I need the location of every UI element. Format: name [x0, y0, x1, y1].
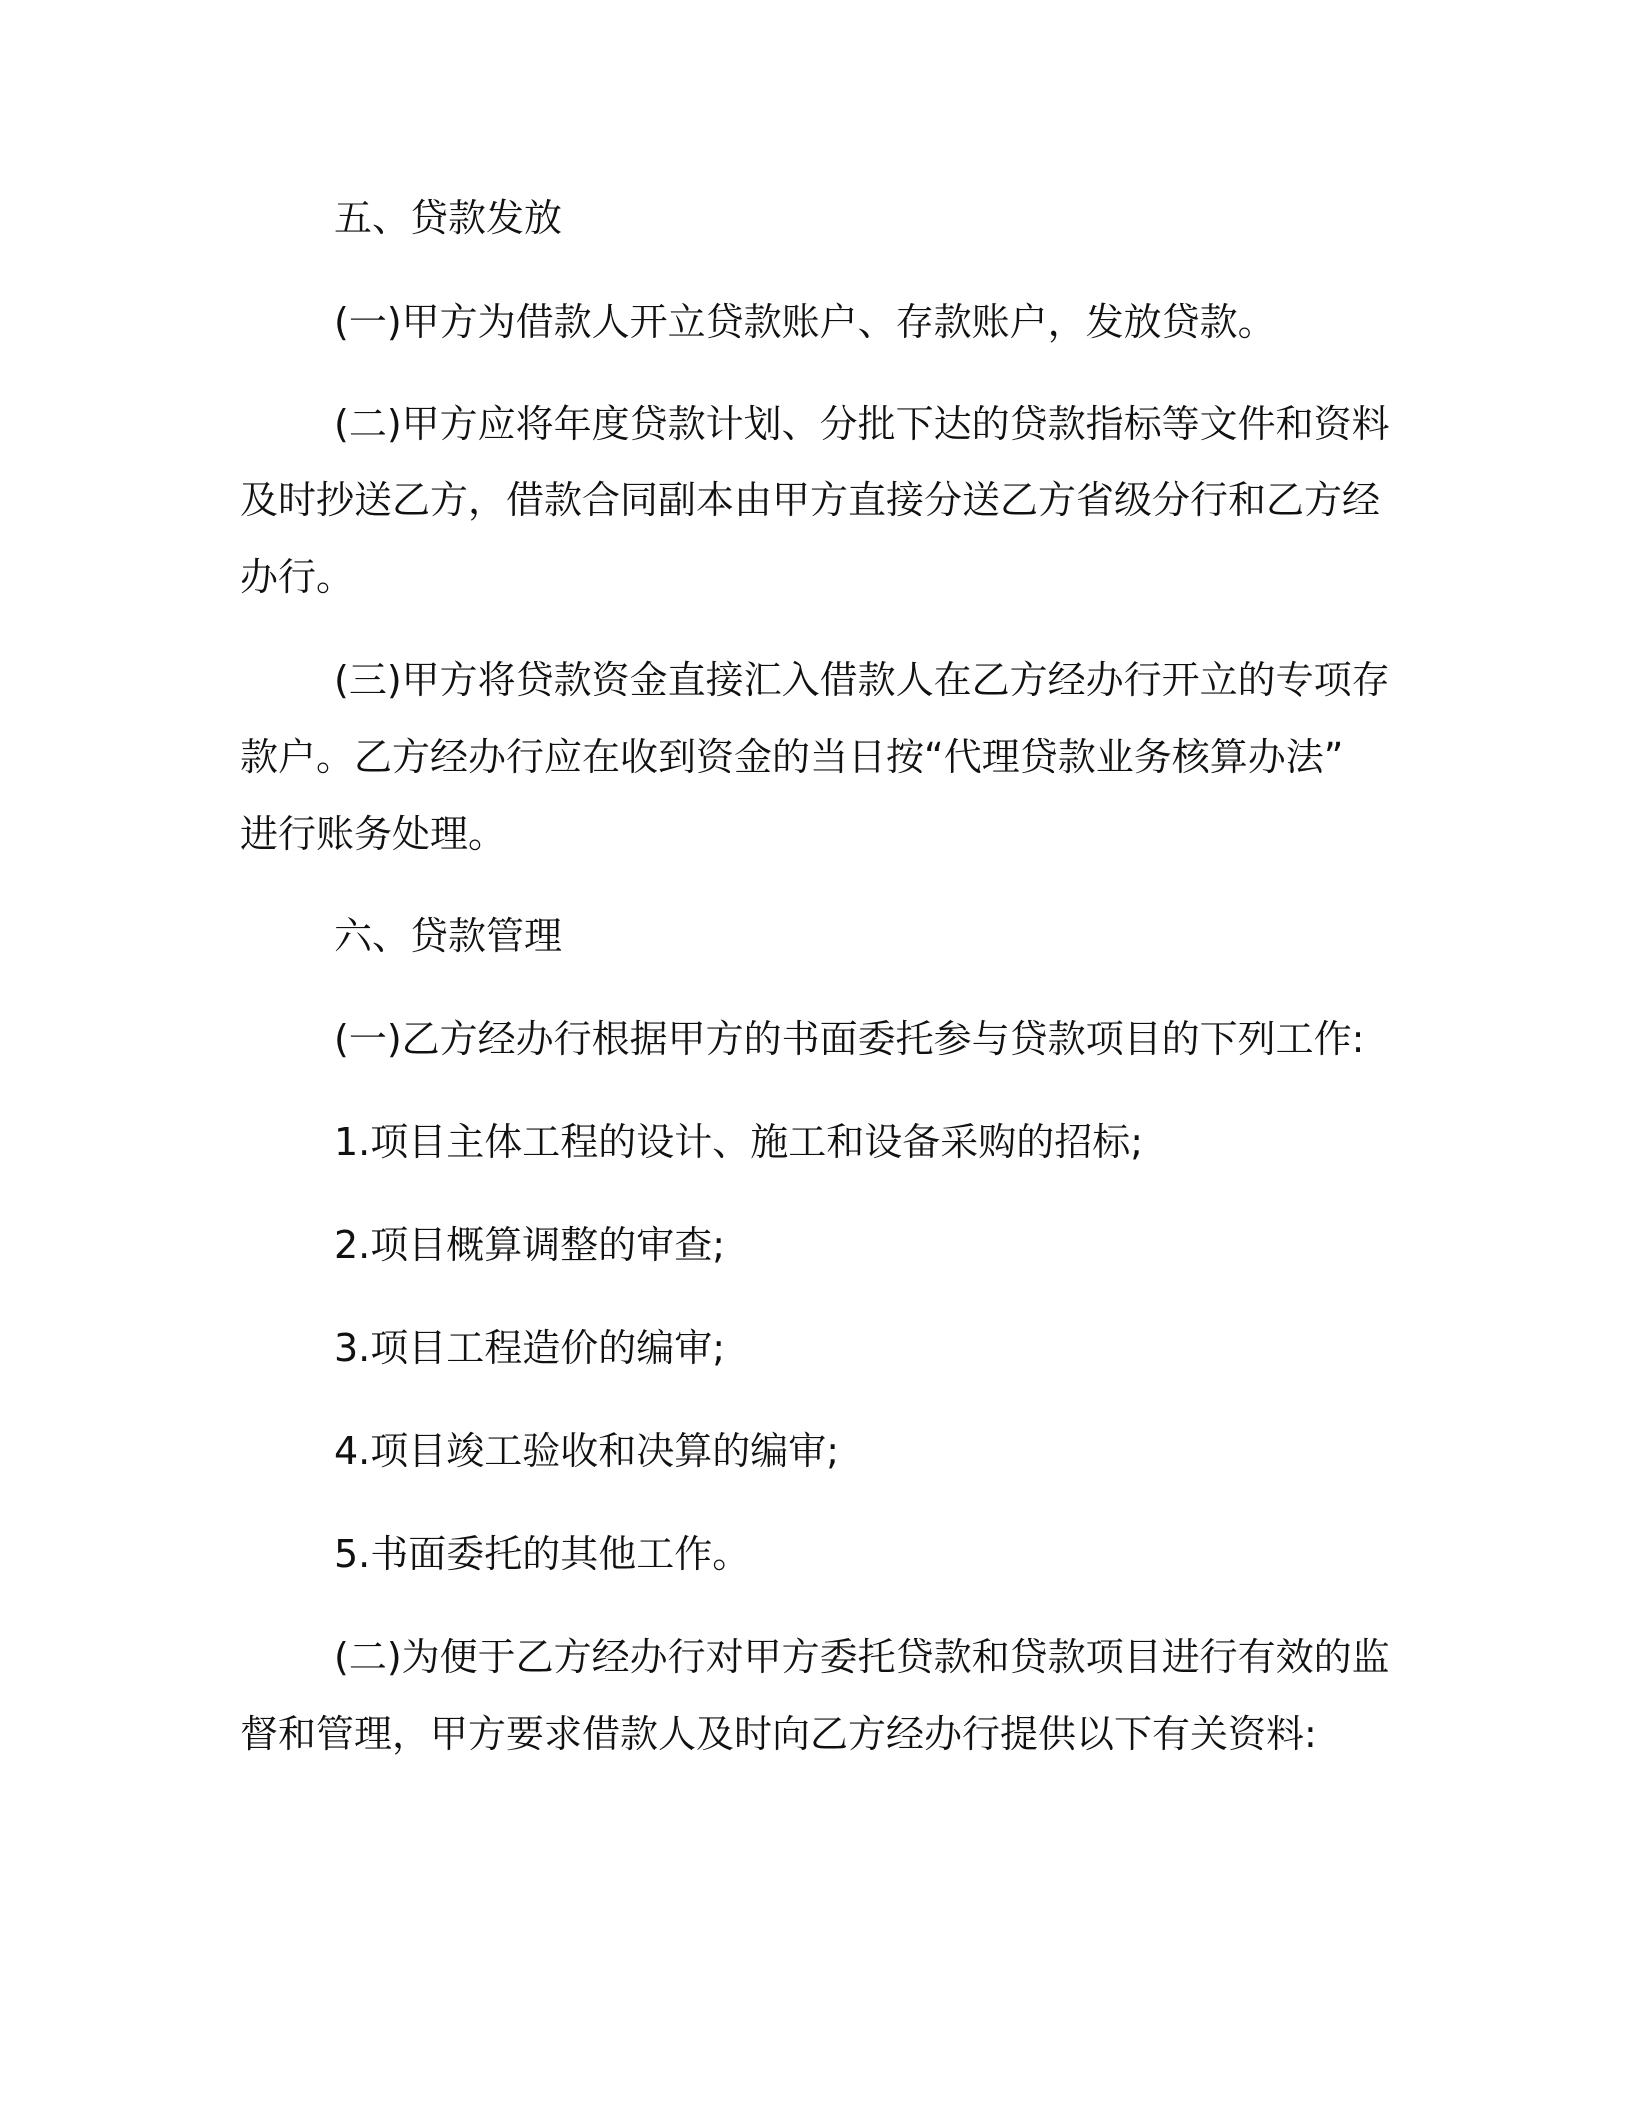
section-heading-loan-management: 六、贷款管理: [334, 914, 563, 958]
list-item: 4.项目竣工验收和决算的编审;: [334, 1429, 840, 1473]
list-item: 2.项目概算调整的审查;: [334, 1223, 726, 1267]
paragraph-line: (一)乙方经办行根据甲方的书面委托参与贷款项目的下列工作:: [334, 1017, 1365, 1061]
paragraph-line: (一)甲方为借款人开立贷款账户、存款账户，发放贷款。: [334, 300, 1276, 344]
paragraph-line: 办行。: [240, 555, 355, 599]
list-item: 3.项目工程造价的编审;: [334, 1326, 726, 1370]
section-heading-loan-disbursement: 五、贷款发放: [334, 196, 563, 240]
paragraph-line: 及时抄送乙方，借款合同副本由甲方直接分送乙方省级分行和乙方经: [240, 478, 1381, 522]
paragraph-line: 款户。乙方经办行应在收到资金的当日按“代理贷款业务核算办法”: [240, 735, 1344, 779]
paragraph-line: 进行账务处理。: [240, 812, 507, 856]
paragraph-line: (二)甲方应将年度贷款计划、分批下达的贷款指标等文件和资料: [334, 402, 1390, 446]
paragraph-line: (二)为便于乙方经办行对甲方委托贷款和贷款项目进行有效的监: [334, 1635, 1390, 1679]
list-item: 5.书面委托的其他工作。: [334, 1532, 751, 1576]
paragraph-line: (三)甲方将贷款资金直接汇入借款人在乙方经办行开立的专项存: [334, 658, 1390, 702]
paragraph-line: 督和管理，甲方要求借款人及时向乙方经办行提供以下有关资料:: [240, 1712, 1317, 1756]
list-item: 1.项目主体工程的设计、施工和设备采购的招标;: [334, 1120, 1144, 1164]
